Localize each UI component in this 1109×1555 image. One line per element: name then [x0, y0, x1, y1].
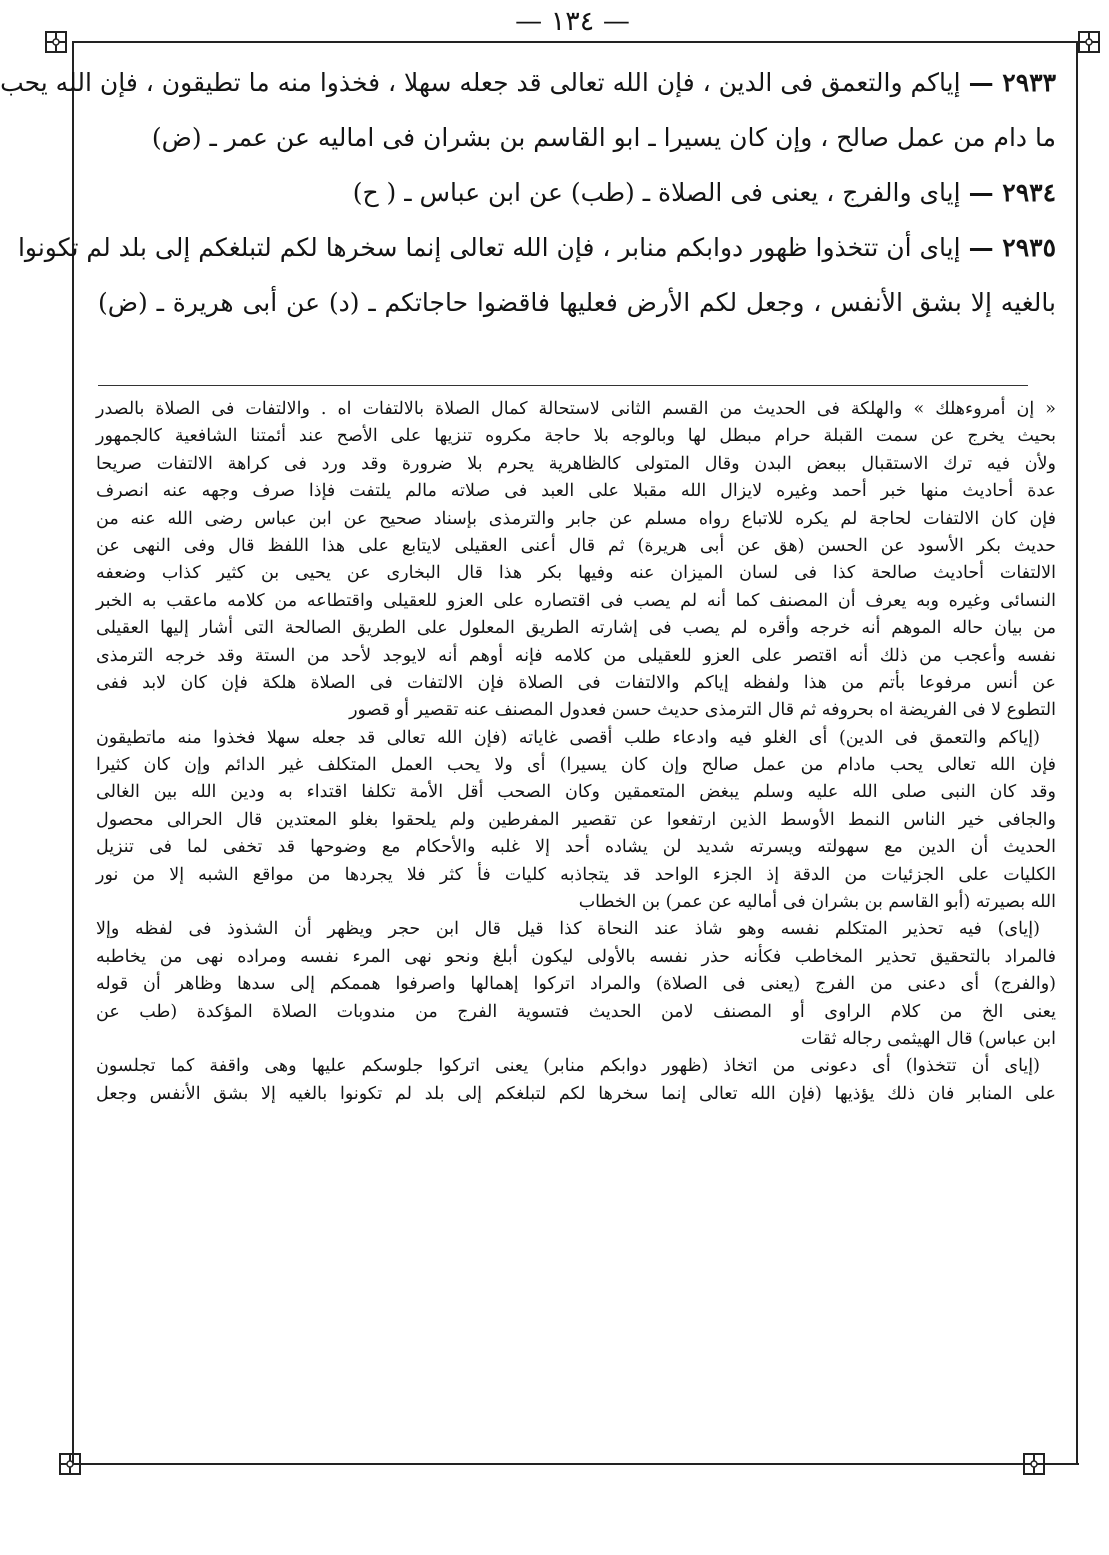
commentary-line: نفسه وأعجب من ذلك أنه اقتصر على العزو للعقيلى من كلامه فإنه أوهم أنه لايوجد لأحد من الستة وقد خرجه الترمذى [96, 645, 1056, 666]
commentary-line: الكليات على الجزئيات من الدقة إذ الجزء الواحد قد يتجاذبه كليات فأ كثر فلا يجردها من مواقع الشبه إلا من نور [96, 864, 1056, 885]
commentary-line: حديث بكر الأسود عن الحسن (هق عن أبى هريرة) ثم قال أعنى العقيلى لايتابع على هذا اللفظ قال وفى النهى عن [96, 535, 1056, 556]
commentary-line: (إياى أن تتخذوا) أى دعونى من اتخاذ (ظهور دوابكم منابر) يعنى اتركوا جلوسكم عليها وهى واقفة كما تجلسون [96, 1056, 1040, 1077]
hadith-2933-line-1 [0, 55, 1056, 110]
commentary-line: الحديث أن الدين مع سهولته ويسرته شديد لن يشاده أحد إلا غلبه والأحكام مع وضوحها قد تخفى لما فى تنزيل [96, 837, 1056, 858]
hadith-text: ما دام من عمل صالح ، وإن كان يسيرا ـ ابو القاسم بن بشران فى اماليه عن عمر ـ (ض) [151, 123, 1056, 152]
corner-ornament-icon [1022, 1452, 1046, 1476]
hadith-text: إياى والفرج ، يعنى فى الصلاة ـ (طب) عن ابن عباس ـ ( ح) [352, 178, 961, 207]
hadith-2933-line-2 [98, 110, 1056, 165]
commentary-line: ولأن فيه ترك الاستقبال ببعض البدن وقال المتولى كالظاهرية يحرم بلا ضرورة وقد ورد فى كراهة الالتفات صريحا [96, 453, 1056, 474]
hadith-number: ٢٩٣٤ — [968, 178, 1056, 207]
corner-ornament-icon [58, 1452, 82, 1476]
commentary-line: النسائى وغيره وبه يعرف أن المصنف كما أنه لم يصب فى اقتصاره على العزو للعقيلى واقتطاعه من كلامه ماعقب به الخبر [96, 590, 1056, 611]
bottom-border-rule [72, 1463, 1079, 1465]
commentary-line: الالتفات أحاديث صالحة كذا فى لسان الميزان عنه وفيها بكر هذا قال البخارى عن يحيى بن كثير كذاب وضعفه [96, 563, 1056, 584]
top-border-rule [72, 41, 1079, 43]
hadith-text: إياى أن تتخذوا ظهور دوابكم منابر ، فإن الله تعالى إنما سخرها لكم لتبلغكم إلى بلد لم تكونوا [17, 233, 961, 262]
page-number: — ١٣٤ — [515, 6, 630, 37]
commentary-line: على المنابر فان ذلك يؤذيها (فإن الله تعالى إنما سخرها لكم لتبلغكم إلى بلد لم تكونوا بالغيه إلا بشق الأنفس وجعل [96, 1083, 1056, 1104]
hadith-2935-line-2 [98, 275, 1056, 330]
hadith-number: ٢٩٣٥ — [968, 233, 1056, 262]
hadith-number: ٢٩٣٣ — [968, 68, 1056, 97]
commentary-block [96, 396, 1056, 1108]
commentary-line: فالمراد بالتحقيق تحذير المخاطب فكأنه حذر نفسه بالأولى ليكون أبلغ ونحو نهى المرء نفسه ومراده نهى من يخاطبه [96, 946, 1056, 967]
commentary-line: فإن كان الالتفات لحاجة لم يكره للاتباع رواه مسلم عن جابر والترمذى بإسناد صحيح عن ابن عباس رضى الله عنه من [96, 508, 1056, 529]
commentary-line: التطوع لا فى الفريضة اه بحروفه ثم قال الترمذى حديث حسن فعدول المصنف عنه تقصير أو قصور [349, 700, 1056, 721]
hadith-text: إياكم والتعمق فى الدين ، فإن الله تعالى قد جعله سهلا ، فخذوا منه ما تطيقون ، فإن الله يحب [0, 68, 961, 97]
commentary-line: عن أنس مرفوعا بأتم من هذا ولفظه إياكم والالتفات فى الصلاة فإن الالتفات فى الصلاة هلكة فإن كان لابد ففى [96, 672, 1056, 693]
hadith-2935-line-1 [17, 220, 1056, 275]
commentary-line: الله بصيرته (أبو القاسم بن بشران فى أماليه عن عمر) بن الخطاب [578, 892, 1056, 913]
right-border-rule [1076, 41, 1078, 1463]
corner-ornament-icon [1077, 30, 1101, 54]
commentary-line: من بيان حاله الموهم أنه خرجه وأقره لم يصب فى إشارته الطريق المعلول على الطريق الصالحة التى أشار إليها العقيلى [96, 618, 1056, 639]
commentary-line: فإن الله تعالى يحب مادام من عمل صالح وإن كان يسيرا) أى ولا يحب العمل المتكلف غير الدائم وإن كان كثيرا [96, 755, 1056, 776]
commentary-line: يعنى الخ من كلام الراوى أو المصنف لامن الحديث فتسوية الفرج من مندوبات الصلاة المؤكدة (طب عن [96, 1001, 1056, 1022]
commentary-line: (إياكم والتعمق فى الدين) أى الغلو فيه وادعاء طلب أقصى غاياته (فإن الله تعالى قد جعله سهلا فخذوا منه ماتطيقون [96, 727, 1040, 748]
corner-ornament-icon [44, 30, 68, 54]
commentary-line: (إياى) فيه تحذير المتكلم نفسه وهو شاذ عند النحاة كذا قيل قال ابن حجر ويظهر أن الشذوذ فى لفظه وإلا [96, 919, 1040, 940]
commentary-line: « إن أمروءهلك » والهلكة فى الحديث من القسم الثانى لاستحالة كمال الصلاة بالالتفات اه . والالتفات فى الصلاة بالصدر [96, 399, 1056, 419]
hadith-text: بالغيه إلا بشق الأنفس ، وجعل لكم الأرض فعليها فاقضوا حاجاتكم ـ (د) عن أبى هريرة ـ (ض) [98, 288, 1056, 317]
commentary-line: (والفرج) أى دعنى من الفرج (يعنى فى الصلاة) والمراد اتركوا إهمالها واصرفوا هممكم إلى سدها وظاهر أن قوله [96, 974, 1056, 995]
commentary-line: والجافى خير الناس النمط الأوسط الذين ارتفعوا عن تقصير المفرطين ولم يلحقوا بغلو المعتدين قال الحرالى محصول [96, 809, 1056, 830]
commentary-line: وقد كان النبى صلى الله عليه وسلم يبغض المتعمقين وكان الصحب أقل الأمة تكلفا اقتداء به ودين الله بين الغالى [96, 782, 1056, 803]
commentary-line: عدة أحاديث منها خبر أحمد وغيره لايزال الله مقبلا على العبد فى صلاته مالم يلتفت فإذا صرف وجهه عنه انصرف [96, 481, 1056, 502]
commentary-line: بحيث يخرج عن سمت القبلة حرام مبطل لها وبالوجه بلا حاجة مكروه تنزيها على الأصح عند أئمتنا الشافعية كالجمهور [96, 426, 1056, 447]
hadith-block [0, 55, 1056, 330]
separator-rule [98, 385, 1028, 386]
hadith-2934-line-1 [98, 165, 1056, 220]
commentary-line: ابن عباس) قال الهيثمى رجاله ثقات [801, 1028, 1056, 1049]
